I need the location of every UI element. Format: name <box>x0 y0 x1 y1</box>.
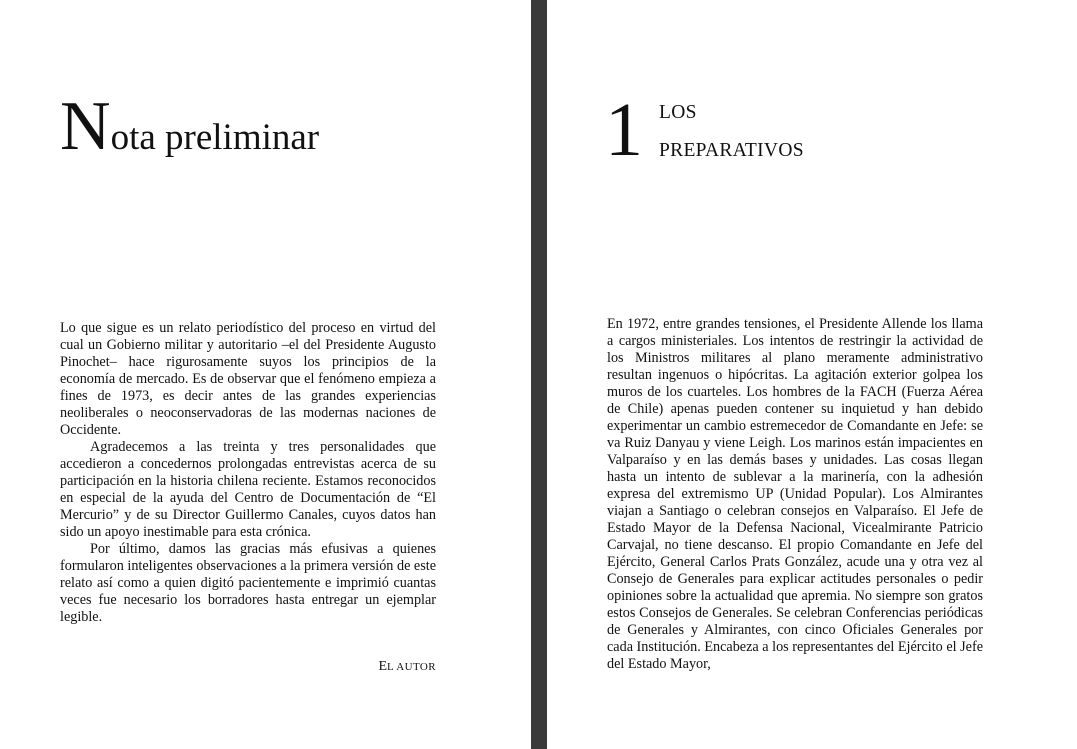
page-title <box>60 88 320 165</box>
chapter-heading <box>659 94 804 170</box>
title-rest: ota preliminar <box>110 117 320 158</box>
right-page <box>547 0 1077 749</box>
chapter-heading-line: LOS <box>659 102 697 123</box>
chapter-text <box>607 316 983 673</box>
book-gutter <box>531 0 547 749</box>
author-initial: E <box>378 659 388 674</box>
left-page <box>0 0 531 749</box>
paragraph: Por último, damos las gracias más efusivas a quienes formularon inteligentes observaciones a la primera versión de este relato así como a quien digitó pacientemente e imprimió cuantas veces fue necesario los borradores hasta entregar un ejemplar legible. <box>60 541 436 625</box>
paragraph: En 1972, entre grandes tensiones, el Presidente Allende los llama a cargos ministeriales. Los intentos de restringir la actividad de los Ministros militares al plano meramente administrativo resultan ingenuos o hipócritas. La agitación exterior golpea los muros de los cuarteles. Los hombres de la FACH (Fuerza Aérea de Chile) apenas pueden contener su inquietud y han debido experimentar un cambio estremecedor de Comandante en Jefe: se va Ruiz Danyau y viene Leigh. Los marinos están impacientes en Valparaíso y en las demás bases y unidades. Las cosas llegan hasta un intento de sublevar a la marinería, con la adhesión expresa del extremismo UP (Unidad Popular). Los Almirantes viajan a Santiago o celebran consejos en Valparaíso. El Jefe de Estado Mayor de la Defensa Nacional, Vicealmirante Patricio Carvajal, no tiene descanso. El propio Comandante en Jefe del Ejército, General Carlos Prats González, acude una y otra vez al Consejo de Generales para explicar actitudes personales o pedir opiniones sobre la actualidad que apremia. No siempre son gratos estos Consejos de Generales. Se celebran Conferencias periódicas de Generales y Almirantes, con cinco Oficiales Generales por cada Institución. Encabeza a los representantes del Ejército el Jefe del Estado Mayor, <box>607 316 983 672</box>
author-signature <box>322 658 436 676</box>
title-initial: N <box>60 88 111 165</box>
paragraph: Lo que sigue es un relato periodístico del proceso en virtud del cual un Gobierno militar y autoritario –el del Presidente Augusto Pinochet– hace rigurosamente suyos los principios de la economía de mercado. Es de observar que el fenómeno empieza a fines de 1973, es decir antes de las grandes experiencias neoliberales o neoconservadoras de las modernas naciones de Occidente. <box>60 320 436 438</box>
preface-text <box>60 320 436 626</box>
chapter-number: 1 <box>605 88 643 172</box>
author-rest: L AUTOR <box>387 661 436 673</box>
paragraph: Agradecemos a las treinta y tres personalidades que accedieron a concedernos prolongadas entrevistas acerca de su participación en la historia chilena reciente. Estamos reconocidos en especial de la ayuda del Centro de Documentación de “El Mercurio” y de su Director Guillermo Canales, cuyos datos han sido un apoyo inestimable para esta crónica. <box>60 439 436 540</box>
chapter-heading-line: PREPARATIVOS <box>659 140 804 161</box>
